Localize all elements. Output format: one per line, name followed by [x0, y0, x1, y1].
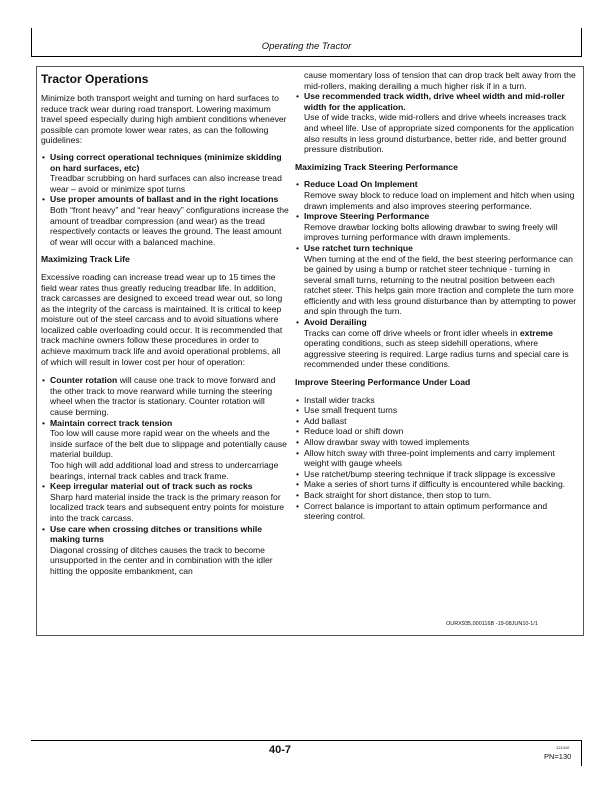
procedure-body: Too low will cause more rapid wear on the wheels and the inside surface of the belt due to slippage and potentially cause material buildup. [50, 428, 287, 460]
bullet: • [296, 437, 300, 447]
bullet: • [296, 415, 300, 426]
bullet: • [42, 417, 46, 428]
bullet: • [296, 479, 300, 490]
page-header-title: Operating the Tractor [261, 41, 352, 52]
bullet: • [42, 481, 46, 492]
subheading-steering: Maximizing Track Steering Performance [295, 161, 458, 172]
procedure-body: Sharp hard material inside the track is the primary reason for localized track tears and subsequent entry points for moisture into the track carcass. [50, 491, 285, 523]
list-item [295, 395, 577, 406]
list-item-text: Install wider tracks [304, 394, 375, 405]
procedure-body: Diagonal crossing of ditches causes the track to become unsupported in the center and in combination with the idler hitting the opposite embankment, can [50, 544, 273, 576]
list-item-text: Use ratchet/bump steering technique if track slippage is excessive [304, 468, 556, 479]
bullet: • [296, 468, 300, 479]
steering-item-body: When turning at the end of the field, the best steering performance can be gained by using a bump or ratchet steer technique - turning in several small turns, returning to the neutral position between each ratchet steer. This helps gain more traction and complete the turn more efficiently and with less ground disturbance than by attempting to power and spin through the turn. [304, 253, 577, 317]
derailing-text-pre: Tracks can come off drive wheels or front idler wheels in [304, 327, 520, 338]
procedure-title: Counter rotation [50, 375, 118, 386]
bullet: • [296, 179, 300, 190]
right-column [295, 70, 577, 522]
list-item-text: Add ballast [304, 415, 347, 426]
bullet: • [296, 91, 300, 102]
bullet: • [296, 405, 300, 416]
guideline-title: Using correct operational techniques (minimize skidding on hard surfaces, etc) [50, 151, 282, 173]
derailing-text-bold: extreme [519, 327, 553, 338]
bullet: • [42, 151, 46, 162]
steering-item [295, 243, 577, 317]
track-width-item [295, 91, 577, 155]
list-item [295, 490, 577, 501]
procedure-item [41, 524, 289, 577]
steering-item-title: Improve Steering Performance [304, 211, 430, 222]
derailing-body [304, 328, 577, 370]
procedure-item [41, 375, 289, 417]
list-item [295, 469, 577, 480]
track-life-paragraph: Excessive roading can increase tread wear up to 15 times the field wear rates thus greatly reducing treadbar life. In addition, track carcasses are designed to exceed tread wear out, so long as the integrity of the carcass is maintained. It is critical to keep moisture out of the steel carcass and to avoid situations where localized cable overloading could occur. It is recommended that track machine owners follow these procedures in order to achieve maximum track life and avoid operational problems, all of which will result in lower cost per hour of operation: [41, 271, 283, 367]
guideline-item [41, 194, 289, 247]
track-width-body: Use of wide tracks, wide mid-rollers and drive wheels increases track and wheel life. Use of appropriate sized components for the application also results in less ground disturbance, better ride, and better ground pressure distribution. [304, 112, 574, 155]
list-item [295, 416, 577, 427]
track-width-title: Use recommended track width, drive wheel width and mid-roller width for the application. [304, 91, 565, 112]
list-item-text: Back straight for short distance, then stop to turn. [304, 489, 492, 500]
list-item [295, 426, 577, 437]
steering-item-body: Remove sway block to reduce load on implement and hitch when using drawn implements and also improves steering performance. [304, 189, 575, 211]
left-column [41, 70, 289, 577]
document-reference: OURX935,000116B -19-08JUN10-1/1 [446, 621, 538, 627]
bullet: • [42, 194, 46, 205]
list-item-text: Allow hitch sway with three-point implements and carry implement weight with gauge wheels [304, 447, 555, 469]
bullet: • [296, 447, 300, 458]
bullet: • [296, 317, 300, 328]
guideline-item [41, 152, 289, 194]
procedure-item [41, 418, 289, 482]
continued-text: cause momentary loss of tension that can drop track belt away from the mid-rollers, making derailing a much higher risk if in a turn. [304, 70, 576, 91]
list-item-text: Use small frequent turns [304, 405, 398, 416]
steering-item [295, 179, 577, 211]
list-item [295, 501, 577, 522]
procedure-item [41, 481, 289, 523]
guideline-body: Both “front heavy” and “rear heavy” configurations increase the amount of treadbar compression (and wear) as the tread respectively contacts or leaves the ground. The least amount of wear will occur with a balanced machine. [50, 204, 289, 247]
list-item-text: Make a series of short turns if difficulty is encountered while backing. [304, 479, 566, 490]
steering-item [295, 211, 577, 243]
guideline-body: Treadbar scrubbing on hard surfaces can also increase tread wear – avoid or minimize spot turns [50, 173, 282, 194]
guideline-title: Use proper amounts of ballast and in the right locations [50, 194, 279, 205]
bullet: • [296, 242, 300, 253]
derailing-text-post: operating conditions, such as steep sidehill operations, where aggressive steering is required. Large radius turns and special care is recommended under these conditions. [304, 338, 569, 370]
list-item-text: Correct balance is important to attain optimum performance and steering control. [304, 500, 548, 522]
bullet: • [296, 500, 300, 511]
list-item-text: Allow drawbar sway with towed implements [304, 437, 470, 447]
list-item-text: Reduce load or shift down [304, 426, 404, 437]
intro-paragraph: Minimize both transport weight and turning on hard surfaces to reduce track wear during road transport. Lowering maximum travel speed especially during high ambient conditions whenever possible can promote lower wear rates, as can the following guidelines: [41, 93, 287, 146]
list-item [295, 448, 577, 469]
procedure-title: Maintain correct track tension [50, 417, 173, 428]
footer-divider [31, 740, 582, 741]
under-load-list [295, 395, 577, 522]
procedure-title: Keep irregular material out of track such as rocks [50, 481, 253, 492]
steering-item-body: Remove drawbar locking bolts allowing drawbar to swing freely will improves turning performance with drawn implements. [304, 221, 558, 243]
steering-item-title: Reduce Load On Implement [304, 179, 418, 190]
procedure-body: will cause one track to move forward and the other track to move rearward while turning the steering wheel when the tractor is stationary. Counter rotation will cause berming. [50, 375, 276, 418]
subheading-track-life: Maximizing Track Life [41, 254, 130, 265]
section-title: Tractor Operations [41, 72, 149, 86]
bullet: • [296, 394, 300, 405]
list-item [295, 437, 577, 448]
footer-rule-right [581, 740, 582, 766]
procedure-body-extra: Too high will add additional load and stress to undercarriage bearings, internal track cables and track frame. [50, 460, 279, 481]
pn-number: PN=130 [544, 752, 572, 761]
bullet: • [296, 489, 300, 500]
footer-code: 121410 [556, 745, 570, 750]
bullet: • [296, 426, 300, 437]
header-divider [31, 56, 582, 57]
list-item [295, 405, 577, 416]
list-item [295, 479, 577, 490]
procedure-title: Use care when crossing ditches or transitions while making turns [50, 523, 263, 545]
derailing-title: Avoid Derailing [304, 317, 367, 328]
page-number: 40-7 [268, 744, 292, 756]
subheading-under-load: Improve Steering Performance Under Load [295, 377, 471, 388]
bullet: • [42, 375, 46, 386]
bullet: • [296, 211, 300, 222]
steering-item-title: Use ratchet turn technique [304, 242, 413, 253]
derailing-item [295, 317, 577, 370]
bullet: • [42, 523, 46, 534]
